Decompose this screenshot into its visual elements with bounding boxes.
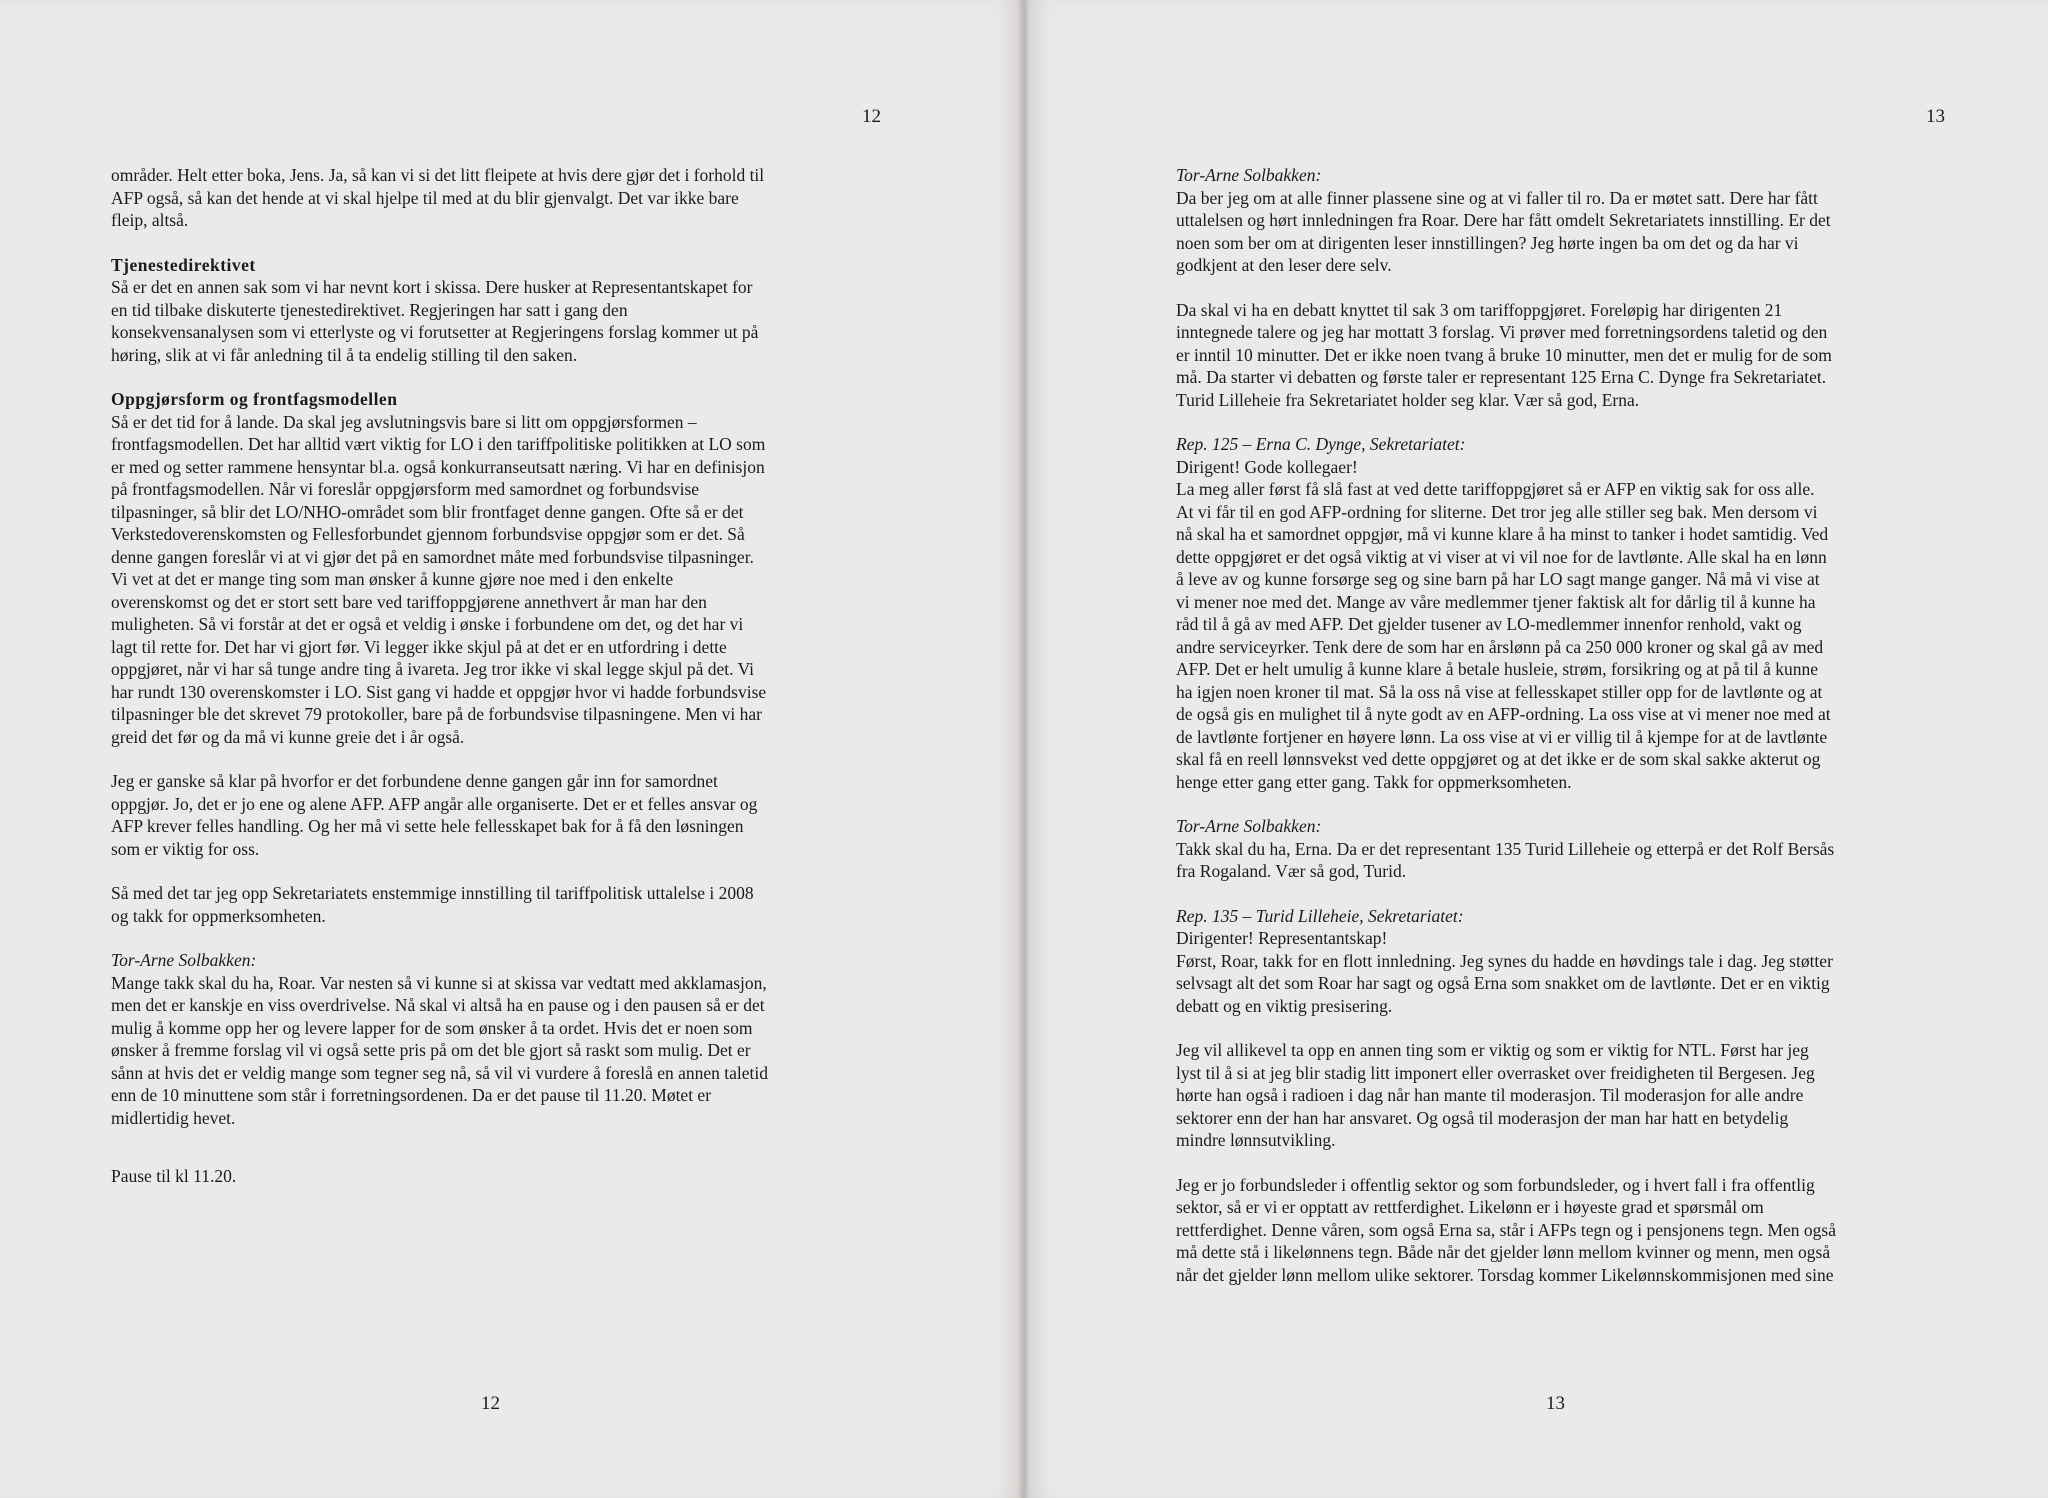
speaker-name: Tor-Arne Solbakken: — [111, 950, 257, 970]
page-number-top: 12 — [862, 106, 881, 127]
text-line: AFP krever felles handling. Og her må vi sette hele fellesskapet bak for å få den løsningen — [111, 816, 744, 836]
text-line: frontfagsmodellen. Det har alltid vært viktig for LO i den tariffpolitiske politikken at LO som — [111, 434, 766, 454]
text-line: godkjent at den leser dere selv. — [1176, 255, 1392, 275]
text-line: å leve av og kunne forsørge seg og sine barn på har LO sagt mange ganger. Nå må vi vise at — [1176, 569, 1820, 589]
text-line: Jeg er ganske så klar på hvorfor er det forbundene denne gangen går inn for samordnet — [111, 771, 718, 791]
text-line: skal få en reell lønnsvekst ved dette oppgjøret og at det ikke er de som skal sakke akterut og — [1176, 749, 1821, 769]
page-number-bottom: 13 — [1546, 1393, 1565, 1414]
text-line: områder. Helt etter boka, Jens. Ja, så kan vi si det litt fleipete at hvis dere gjør det i forhold til — [111, 165, 765, 185]
section-block — [111, 254, 881, 367]
paragraph — [111, 1165, 881, 1188]
speaker-block — [111, 949, 881, 1129]
paragraph — [1176, 1174, 1970, 1287]
paragraph — [1176, 1039, 1970, 1152]
text-line: er inntil 10 minutter. Det er ikke noen tvang å bruke 10 minutter, men det er mulig for de som — [1176, 344, 1832, 365]
text-line: debatt og en viktig presisering. — [1176, 995, 1393, 1016]
text-line: når det gjelder lønn mellom ulike sektorer. Torsdag kommer Likelønnskommisjonen med sine — [1176, 1264, 1834, 1285]
text-line: muligheten. Så vi forstår at det er også et veldig i ønske i forbundene om det, og det har vi — [111, 614, 744, 634]
text-line: må dette stå i likelønnens tegn. Både når det gjelder lønn mellom kvinner og menn, men også — [1176, 1242, 1831, 1262]
text-line: inntegnede talere og jeg har mottatt 3 forslag. Vi prøver med forretningsordens taletid og den — [1176, 322, 1828, 342]
text-line: greid det før og da må vi kunne greie det i år også. — [111, 726, 465, 747]
text-line: AFP. Det er helt umulig å kunne klare å betale husleie, strøm, forsikring og at på til å kunne — [1176, 659, 1818, 679]
text-line: dette oppgjøret er det også viktig at vi viser at vi vil noe for de lavtlønte. Alle skal ha en lønn — [1176, 546, 1827, 567]
text-line: henge etter gang etter gang. Takk for oppmerksomheten. — [1176, 771, 1572, 792]
text-line: sektor, så er vi er opptatt av rettferdighet. Likelønn er i høyeste grad et spørsmål om — [1176, 1197, 1764, 1217]
text-line: denne gangen foreslår vi at vi gjør det på en samordnet måte med forbundsvise tilpasninger. — [111, 546, 754, 567]
text-line: Da skal vi ha en debatt knyttet til sak 3 om tariffoppgjøret. Foreløpig har dirigenten 21 — [1176, 299, 1783, 320]
text-line: har rundt 130 overenskomster i LO. Sist gang vi hadde et oppgjør hvor vi hadde forbundsvise — [111, 681, 767, 702]
text-line: som er viktig for oss. — [111, 838, 260, 859]
text-line: råd til å gå av med AFP. Det gjelder tusener av LO-medlemmer innenfor renhold, vakt og — [1176, 614, 1802, 634]
text-line: uttalelsen og hørt innledningen fra Roar. Dere har fått omdelt Sekretariatets innstilling. Er det — [1176, 210, 1831, 230]
paragraph — [1176, 299, 1970, 412]
text-line: Så er det tid for å lande. Da skal jeg avslutningsvis bare si litt om oppgjørsformen – — [111, 411, 697, 432]
text-line: Verkstedoverenskomsten og Fellesforbundet gjennom forbundsvise oppgjør som er det. Så — [111, 524, 745, 544]
speaker-name: Rep. 125 – Erna C. Dynge, Sekretariatet: — [1176, 434, 1466, 454]
speaker-name: Tor-Arne Solbakken: — [1176, 816, 1322, 836]
text-line: må. Da starter vi debatten og første taler er representant 125 Erna C. Dynge fra Sekretariatet. — [1176, 367, 1827, 387]
text-line: Jeg vil allikevel ta opp en annen ting som er viktig og som er viktig for NTL. Først har jeg — [1176, 1040, 1809, 1060]
text-line: de også gis en mulighet til å nyte godt av en AFP-ordning. La oss vise at vi mener noe med at — [1176, 704, 1831, 724]
page-number-top: 13 — [1926, 106, 1945, 127]
text-line: vi mener noe med det. Mange av våre medlemmer tjener faktisk alt for dårlig til å kunne ha — [1176, 591, 1816, 612]
text-line: men det er kanskje en viss overdrivelse. Nå skal vi altså ha en pause og i den pausen så er det — [111, 995, 765, 1015]
paragraph — [111, 882, 881, 927]
page-body — [1176, 164, 1970, 1308]
text-line: La meg aller først få slå fast at ved dette tariffoppgjøret så er AFP en viktig sak for oss alle. — [1176, 479, 1815, 499]
paragraph — [111, 164, 881, 232]
text-line: rettferdighet. Denne våren, som også Erna sa, står i AFPs tegn og i pensjonens tegn. Men også — [1176, 1219, 1837, 1240]
text-line: Dirigent! Gode kollegaer! — [1176, 456, 1358, 477]
text-line: Turid Lilleheie fra Sekretariatet holder seg klar. Vær så god, Erna. — [1176, 389, 1640, 410]
text-line: tilpasninger ble det skrevet 79 protokoller, bare på de forbundsvise tilpasningene. Men vi har — [111, 704, 762, 724]
text-line: sektorer enn der han har ansvaret. Og også til moderasjon der man har hatt en betydelig — [1176, 1107, 1789, 1128]
page-number-bottom: 12 — [481, 1393, 500, 1414]
text-line: Jeg er jo forbundsleder i offentlig sektor og som forbundsleder, og i hvert fall i fra offentlig — [1176, 1174, 1815, 1195]
text-line: konsekvensanalysen som vi etterlyste og vi forutsetter at Regjeringens forslag kommer ut på — [111, 322, 759, 342]
text-line: Takk skal du ha, Erna. Da er det representant 135 Turid Lilleheie og etterpå er det Rolf Bersås — [1176, 838, 1835, 859]
text-line: sånn at hvis det er veldig mange som tegner seg nå, så vil vi vurdere å foreslå en annen taletid — [111, 1062, 769, 1083]
text-line: ha igjen noen kroner til mat. Så la oss nå vise at fellesskapet stiller opp for de lavtlønte og at — [1176, 681, 1823, 702]
text-line: At vi får til en god AFP-ordning for sliterne. Det tror jeg alle stiller seg bak. Men dersom vi — [1176, 501, 1818, 522]
text-line: lagt til rette for. Det har vi gjort før. Vi legger ikke skjul på at det er en utfordring i dette — [111, 636, 727, 657]
text-line: nå skal ha et samordnet oppgjør, må vi kunne klare å ha minst to tanker i hodet samtidig. Ved — [1176, 524, 1829, 544]
left-page — [0, 0, 1020, 1498]
text-line: de lavtlønte fortjener en høyere lønn. La oss vise at vi er villig til å kjempe for at de lavtlønte — [1176, 726, 1828, 747]
text-line: Mange takk skal du ha, Roar. Var nesten så vi kunne si at skissa var vedtatt med akklamasjon, — [111, 972, 767, 993]
section-heading: Oppgjørsform og frontfagsmodellen — [111, 389, 398, 409]
text-line: lyst til å si at jeg blir stadig litt imponert eller overrasket over freidigheten til Bergesen. Jeg — [1176, 1062, 1815, 1083]
text-line: oppgjør. Jo, det er jo ene og alene AFP. AFP angår alle organiserte. Det er et felles ansvar og — [111, 793, 758, 814]
paragraph — [111, 770, 881, 860]
text-line: hørte han også i radioen i dag når han mante til moderasjon. Til moderasjon for alle andre — [1176, 1085, 1804, 1105]
speaker-block — [1176, 433, 1970, 793]
text-line: høring, slik at vi får anledning til å ta endelig stilling til den saken. — [111, 344, 578, 365]
speaker-name: Rep. 135 – Turid Lilleheie, Sekretariatet: — [1176, 905, 1464, 926]
text-line: Da ber jeg om at alle finner plassene sine og at vi faller til ro. Da er møtet satt. Dere har fått — [1176, 187, 1818, 208]
text-line: oppgjøret, når vi har så tunge andre ting å ivareta. Jeg tror ikke vi skal legge skjul på det. Vi — [111, 659, 755, 679]
text-line: andre serviceyrker. Tenk dere de som har en årslønn på ca 250 000 kroner og skal gå av med — [1176, 636, 1824, 657]
text-line: enn de 10 minuttene som står i forretningsordenen. Da er det pause til 11.20. Møtet er — [111, 1085, 712, 1105]
right-page — [1028, 0, 2048, 1498]
speaker-block — [1176, 815, 1970, 883]
text-line: fra Rogaland. Vær så god, Turid. — [1176, 861, 1407, 881]
text-line: på frontfagsmodellen. Når vi foreslår oppgjørsform med samordnet og forbundsvise — [111, 479, 700, 499]
text-line: Vi vet at det er mange ting som man ønsker å kunne gjøre noe med i den enkelte — [111, 569, 674, 589]
section-heading: Tjenestedirektivet — [111, 254, 256, 275]
text-line: selvsagt alt det som Roar har sagt og også Erna som snakket om de lavtlønte. Det er en viktig — [1176, 973, 1830, 993]
text-line: er med og setter rammene hensyntar bl.a. også konkurranseutsatt næring. Vi har en definisjon — [111, 456, 765, 477]
text-line: Først, Roar, takk for en flott innledning. Jeg synes du hadde en høvdings tale i dag. Jeg støtter — [1176, 950, 1833, 971]
text-line: midlertidig hevet. — [111, 1107, 236, 1128]
text-line: ønsker å fremme forslag vil vi også sette pris på om det ble gjort så raskt som mulig. Det er — [111, 1040, 751, 1060]
text-line: tilpasninger, så blir det LO/NHO-området som blir frontfaget denne gangen. Ofte så er det — [111, 501, 744, 522]
text-line: noen som ber om at dirigenten leser innstillingen? Jeg hørte ingen ba om det og da har vi — [1176, 232, 1799, 253]
speaker-name: Tor-Arne Solbakken: — [1176, 165, 1322, 185]
text-line: Dirigenter! Representantskap! — [1176, 928, 1388, 948]
speaker-block — [1176, 905, 1970, 1018]
text-line: mulig å komme opp her og levere lapper for de som ønsker å ta ordet. Hvis det er noen som — [111, 1017, 753, 1038]
text-line: fleip, altså. — [111, 210, 189, 230]
page-body — [111, 164, 881, 1210]
text-line: Så er det en annen sak som vi har nevnt kort i skissa. Dere husker at Representantskapet for — [111, 277, 753, 297]
text-line: overenskomst og det er stort sett bare ved tariffoppgjørene annethvert år man har den — [111, 591, 707, 612]
speaker-block — [1176, 164, 1970, 277]
text-line: Så med det tar jeg opp Sekretariatets enstemmige innstilling til tariffpolitisk uttalelse i 2008 — [111, 883, 754, 903]
text-line: Pause til kl 11.20. — [111, 1166, 237, 1186]
text-line: AFP også, så kan det hende at vi skal hjelpe til med at du blir gjenvalgt. Det var ikke bare — [111, 187, 739, 208]
section-block — [111, 388, 881, 748]
text-line: en tid tilbake diskuterte tjenestedirektivet. Regjeringen har satt i gang den — [111, 299, 628, 320]
text-line: mindre lønnsutvikling. — [1176, 1130, 1336, 1150]
text-line: og takk for oppmerksomheten. — [111, 905, 326, 926]
